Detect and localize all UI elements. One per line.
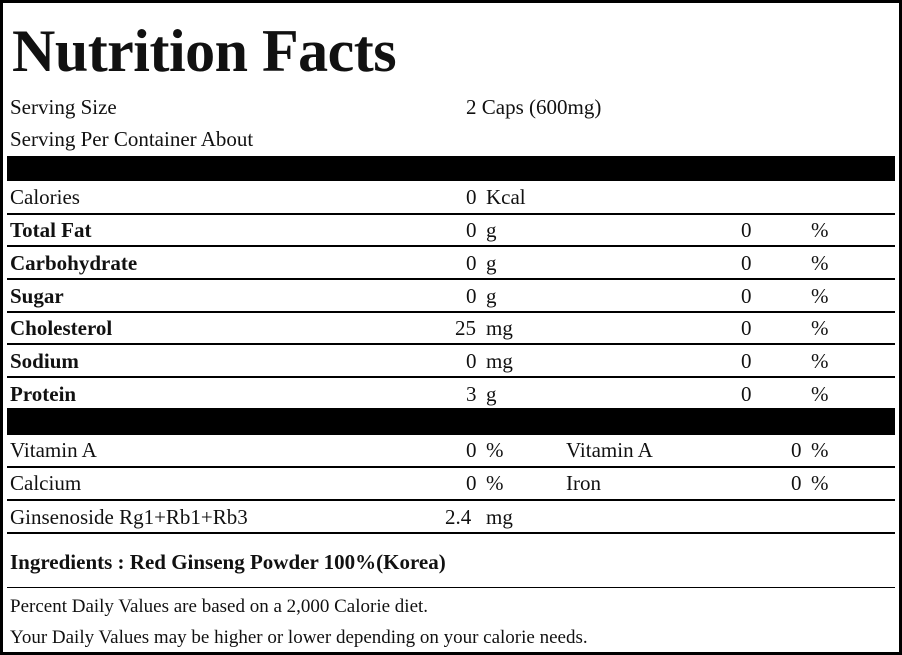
nutrient-value: 0 bbox=[466, 218, 477, 242]
nutrient-unit: g bbox=[486, 284, 497, 308]
nutrient-label-total-fat: Total Fat bbox=[10, 218, 92, 242]
row-divider bbox=[7, 311, 895, 313]
row-divider bbox=[7, 278, 895, 280]
ginsenoside-value: 2.4 bbox=[445, 505, 472, 529]
vitamin-left-value: 0 bbox=[466, 438, 477, 462]
vitamin-left-unit: % bbox=[486, 438, 504, 462]
nutrient-daily-value: 0 bbox=[741, 284, 752, 308]
calories-value: 0 bbox=[466, 185, 477, 209]
row-divider bbox=[7, 343, 895, 345]
nutrient-value: 25 bbox=[455, 316, 476, 340]
nutrient-unit: mg bbox=[486, 316, 513, 340]
footnote-calorie-needs: Your Daily Values may be higher or lower depending on your calorie needs. bbox=[10, 627, 588, 648]
nutrient-daily-value: 0 bbox=[741, 251, 752, 275]
row-divider bbox=[7, 245, 895, 247]
label-title: Nutrition Facts bbox=[12, 18, 397, 84]
vitamin-right-label: Vitamin A bbox=[566, 438, 653, 462]
nutrient-label-sodium: Sodium bbox=[10, 349, 79, 373]
nutrient-percent-sign: % bbox=[811, 284, 829, 308]
thick-divider-middle bbox=[7, 408, 895, 435]
mineral-right-value: 0 bbox=[791, 471, 802, 495]
calories-unit: Kcal bbox=[486, 185, 526, 209]
nutrient-daily-value: 0 bbox=[741, 218, 752, 242]
nutrient-unit: mg bbox=[486, 349, 513, 373]
mineral-left-label: Calcium bbox=[10, 471, 82, 495]
nutrient-percent-sign: % bbox=[811, 218, 829, 242]
nutrient-percent-sign: % bbox=[811, 251, 829, 275]
mineral-right-label: Iron bbox=[566, 471, 601, 495]
nutrient-daily-value: 0 bbox=[741, 382, 752, 406]
nutrient-label-carbohydrate: Carbohydrate bbox=[10, 251, 138, 275]
nutrient-unit: g bbox=[486, 218, 497, 242]
thick-divider-top bbox=[7, 156, 895, 181]
serving-size-label: Serving Size bbox=[10, 95, 117, 119]
nutrient-value: 0 bbox=[466, 284, 477, 308]
row-divider bbox=[7, 532, 895, 534]
mineral-left-value: 0 bbox=[466, 471, 477, 495]
vitamin-right-value: 0 bbox=[791, 438, 802, 462]
row-divider bbox=[7, 587, 895, 588]
nutrient-label-cholesterol: Cholesterol bbox=[10, 316, 113, 340]
nutrient-percent-sign: % bbox=[811, 382, 829, 406]
vitamin-left-label: Vitamin A bbox=[10, 438, 97, 462]
ginsenoside-label: Ginsenoside Rg1+Rb1+Rb3 bbox=[10, 505, 248, 529]
nutrient-daily-value: 0 bbox=[741, 316, 752, 340]
row-divider bbox=[7, 466, 895, 468]
vitamin-right-unit: % bbox=[811, 438, 829, 462]
nutrient-label-protein: Protein bbox=[10, 382, 77, 406]
nutrient-value: 0 bbox=[466, 349, 477, 373]
row-divider bbox=[7, 376, 895, 378]
footnote-daily-values: Percent Daily Values are based on a 2,000 Calorie diet. bbox=[10, 596, 429, 617]
nutrient-percent-sign: % bbox=[811, 349, 829, 373]
row-divider bbox=[7, 213, 895, 215]
servings-per-container-label: Serving Per Container About bbox=[10, 127, 254, 151]
nutrient-unit: g bbox=[486, 251, 497, 275]
nutrient-percent-sign: % bbox=[811, 316, 829, 340]
nutrient-label-sugar: Sugar bbox=[10, 284, 64, 308]
calories-label: Calories bbox=[10, 185, 80, 209]
row-divider bbox=[7, 499, 895, 501]
nutrient-value: 3 bbox=[466, 382, 477, 406]
ingredients-line: Ingredients : Red Ginseng Powder 100%(Korea) bbox=[10, 550, 446, 574]
nutrient-unit: g bbox=[486, 382, 497, 406]
mineral-right-unit: % bbox=[811, 471, 829, 495]
ginsenoside-unit: mg bbox=[486, 505, 513, 529]
nutrient-value: 0 bbox=[466, 251, 477, 275]
nutrient-daily-value: 0 bbox=[741, 349, 752, 373]
serving-size-value: 2 Caps (600mg) bbox=[466, 95, 602, 119]
mineral-left-unit: % bbox=[486, 471, 504, 495]
